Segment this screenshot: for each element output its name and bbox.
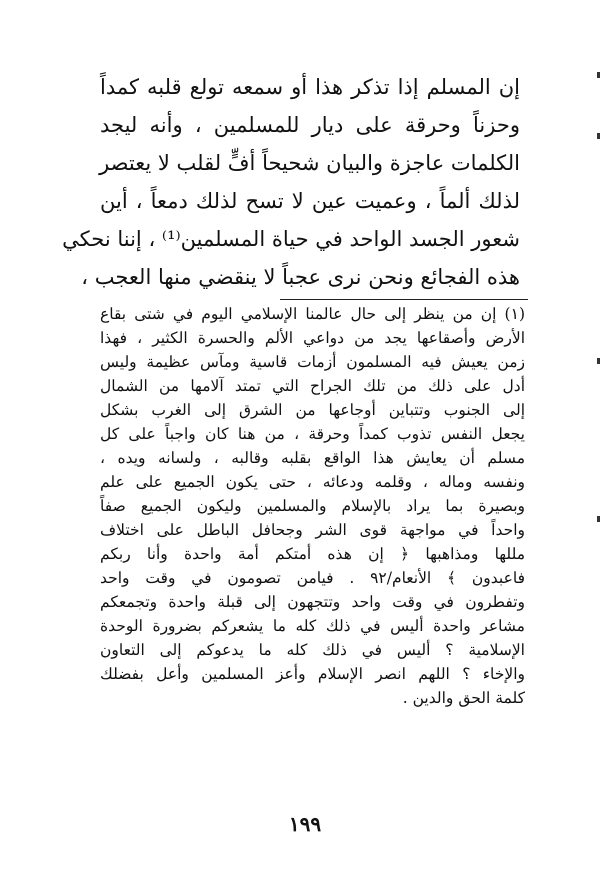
footnote-line: مشاعر واحدة أليس في ذلك كله ما يشعركم بضرورة الوحدة <box>100 617 525 635</box>
main-text-line: هذه الفجائع ونحن نرى عجباً لا ينقضي منها العجب ، <box>81 265 520 289</box>
footnote-line: زمن يعيش فيه المسلمون أزمات قاسية ومآس عظيمة وليس <box>100 353 525 371</box>
footnote-line: مسلم أن يعايش هذا الواقع بقلبه وقالبه ، ولسانه ويده ، <box>100 449 525 467</box>
footnote-line: كلمة الحق والدين . <box>402 689 525 707</box>
footnote-line: وبصيرة بما يراد بالإسلام والمسلمين وليكون الجميع صفاً <box>100 497 525 515</box>
footnote-line: الإسلامية ؟ أليس في ذلك كله ما يدعوكم إلى التعاون <box>100 641 525 659</box>
footnote-line: واحداً في مواجهة قوى الشر وجحافل الباطل على اختلاف <box>100 521 525 539</box>
footnote-line: وتفطرون في وقت واحد وتتجهون إلى قبلة واحدة وتجمعكم <box>100 593 525 611</box>
footnote-line: يجعل النفس تذوب كمداً وحرقة ، من هنا كان واجباً على كل <box>100 425 525 443</box>
footnote-line: فاعبدون ﴾ الأنعام/٩٢ . فيامن تصومون في وقت واحد <box>100 569 525 587</box>
footnote-line: والإخاء ؟ اللهم انصر الإسلام وأعز المسلمين وأعل بفضلك <box>100 665 525 683</box>
main-text-line: لذلك ألماً ، وعميت عين لا تسح لذلك دمعاً ، أين <box>100 189 520 213</box>
footnote-line: أدل على ذلك من تلك الجراح التي تمتد آلامها من الشمال <box>100 377 525 395</box>
page-edge-mark <box>597 516 600 522</box>
main-text-line: شعور الجسد الواحد في حياة المسلمين⁽¹⁾ ، إننا نحكي <box>62 227 520 251</box>
page-edge-mark <box>597 358 600 364</box>
footnote-block <box>100 302 525 710</box>
main-text-line: الكلمات عاجزة والبيان شحيحاً أفٍّ لقلب لا يعتصر <box>99 151 520 175</box>
footnote-line: (١) إن من ينظر إلى حال عالمنا الإسلامي اليوم في شتى بقاع <box>100 305 525 323</box>
page-edge-mark <box>597 72 600 78</box>
footnote-line: مللها ومذاهبها ﴿ إن هذه أمتكم أمة واحدة وأنا ربكم <box>100 545 525 563</box>
footnote-line: الأرض وأصقاعها يجد من دواعي الألم والحسرة الكثير ، فهذا <box>100 329 525 347</box>
main-text-line: إن المسلم إذا تذكر هذا أو سمعه تولع قلبه كمداً <box>100 75 520 99</box>
page-edge-mark <box>597 133 600 139</box>
footnote-line: إلى الجنوب وتتباين أوجاعها من الشرق إلى الغرب بشكل <box>100 401 525 419</box>
main-paragraph <box>62 68 520 296</box>
page-number: ١٩٩ <box>288 812 322 836</box>
footnote-line: ونفسه وماله ، وقلمه ودعائه ، حتى يكون الجميع على علم <box>100 473 525 491</box>
main-text-line: وحزناً وحرقة على ديار للمسلمين ، وأنه ليجد <box>100 113 520 137</box>
footnote-separator <box>280 299 528 300</box>
